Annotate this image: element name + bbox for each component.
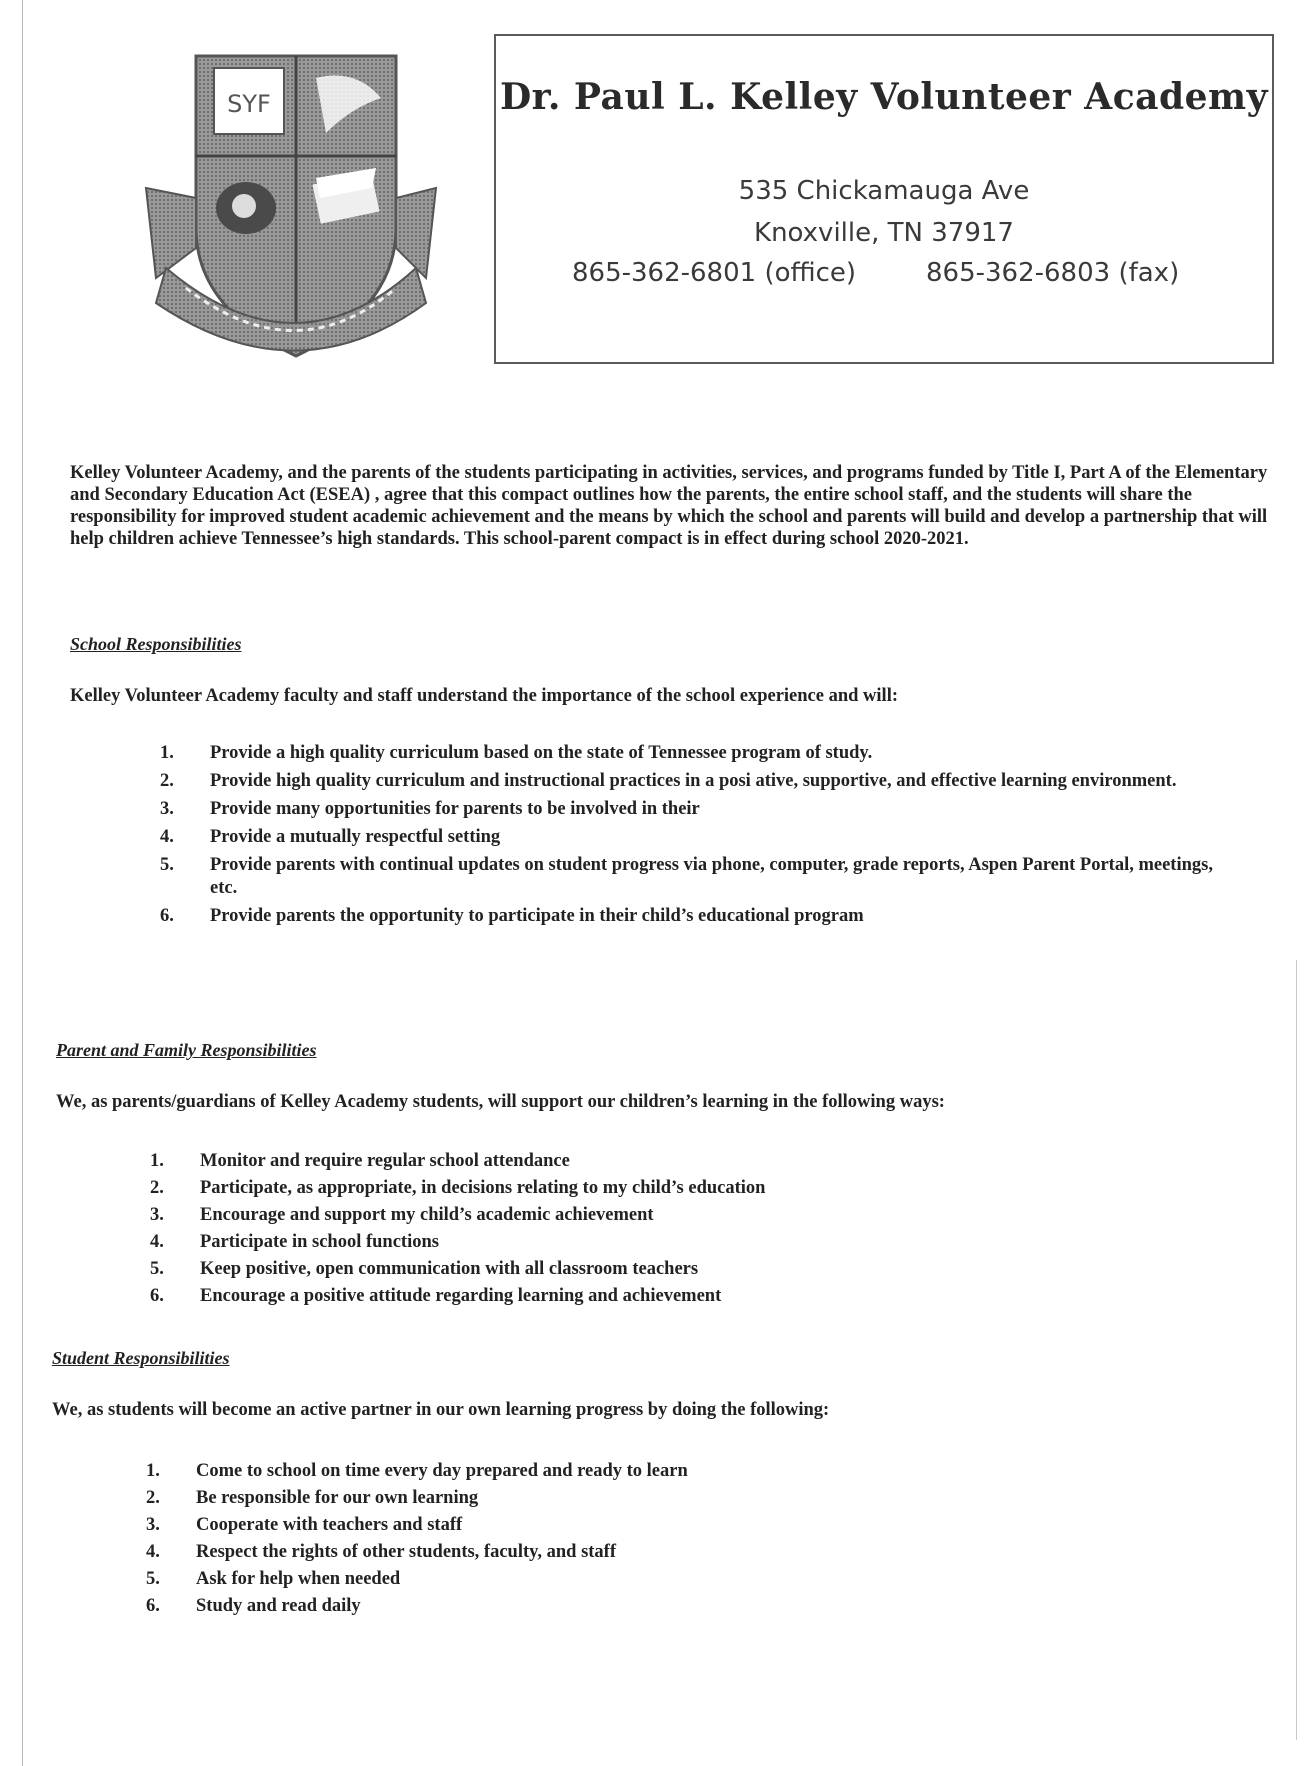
list-item: 6. Provide parents the opportunity to participate in their child’s educational program — [160, 906, 864, 926]
compact-intro-paragraph: Kelley Volunteer Academy, and the parents of the students participating in activities, services, and programs funded by Title I, Part A of the Elementary and Secondary Education Act (ESEA) , agree that this compact outlines how the parents, the entire school staff, and the students will share the responsibility for improved student academic achievement and the means by which the school and parents will build and develop a partnership that will help children achieve Tennessee’s high standards. This school-parent compact is in effect during school 2020-2021. — [70, 463, 1268, 549]
student-responsibilities-list — [146, 1458, 1246, 1620]
list-item: 6. Encourage a positive attitude regarding learning and achievement — [150, 1286, 722, 1306]
list-item: 3. Provide many opportunities for parents to be involved in their — [160, 799, 700, 819]
school-responsibilities-heading: School Responsibilities — [70, 634, 242, 654]
list-item: 3. Cooperate with teachers and staff — [146, 1515, 463, 1535]
address-city: Knoxville, TN 37917 — [754, 218, 1014, 248]
list-item: 3. Encourage and support my child’s academic achievement — [150, 1205, 654, 1225]
parent-responsibilities-heading: Parent and Family Responsibilities — [56, 1040, 317, 1060]
list-item: 2. Participate, as appropriate, in decisions relating to my child’s education — [150, 1178, 766, 1198]
list-item: 1. Provide a high quality curriculum based on the state of Tennessee program of study. — [160, 743, 873, 763]
list-item: 4. Respect the rights of other students, faculty, and staff — [146, 1542, 616, 1562]
list-item: 5. Keep positive, open communication with all classroom teachers — [150, 1259, 699, 1279]
list-item: 6. Study and read daily — [146, 1596, 361, 1616]
list-item: 4. Participate in school functions — [150, 1232, 439, 1252]
school-header-box — [494, 34, 1274, 364]
parent-responsibilities-lead: We, as parents/guardians of Kelley Academy students, will support our children’s learning in the following ways: — [56, 1092, 945, 1112]
school-responsibilities-list — [160, 742, 1240, 933]
list-item: 4. Provide a mutually respectful setting — [160, 827, 501, 847]
address-street: 535 Chickamauga Ave — [738, 176, 1030, 206]
school-responsibilities-lead: Kelley Volunteer Academy faculty and staff understand the importance of the school experience and will: — [70, 686, 899, 706]
page-edge-left — [22, 0, 23, 1766]
list-item: 2. Be responsible for our own learning — [146, 1488, 479, 1508]
page-edge-right — [1296, 960, 1297, 1740]
list-item: 2. Provide high quality curriculum and instructional practices in a posi ative, supportive, and effective learning environment. — [160, 771, 1177, 791]
office-phone: 865-362-6801 (office) — [572, 258, 857, 288]
student-responsibilities-heading: Student Responsibilities — [52, 1348, 230, 1368]
list-item: 1. Come to school on time every day prepared and ready to learn — [146, 1461, 688, 1481]
crest-monogram: SYF — [227, 90, 271, 118]
list-item: 1. Monitor and require regular school attendance — [150, 1151, 570, 1171]
school-name: Dr. Paul L. Kelley Volunteer Academy — [499, 76, 1269, 118]
list-item: 5. Ask for help when needed — [146, 1569, 401, 1589]
fax-phone: 865-362-6803 (fax) — [926, 258, 1180, 288]
parent-responsibilities-list — [150, 1148, 1250, 1310]
school-crest-logo — [126, 38, 456, 368]
list-item: 5. Provide parents with continual updates on student progress via phone, computer, grade reports, Aspen Parent Portal, meetings, etc. — [160, 855, 1213, 898]
student-responsibilities-lead: We, as students will become an active partner in our own learning progress by doing the following: — [52, 1400, 830, 1420]
